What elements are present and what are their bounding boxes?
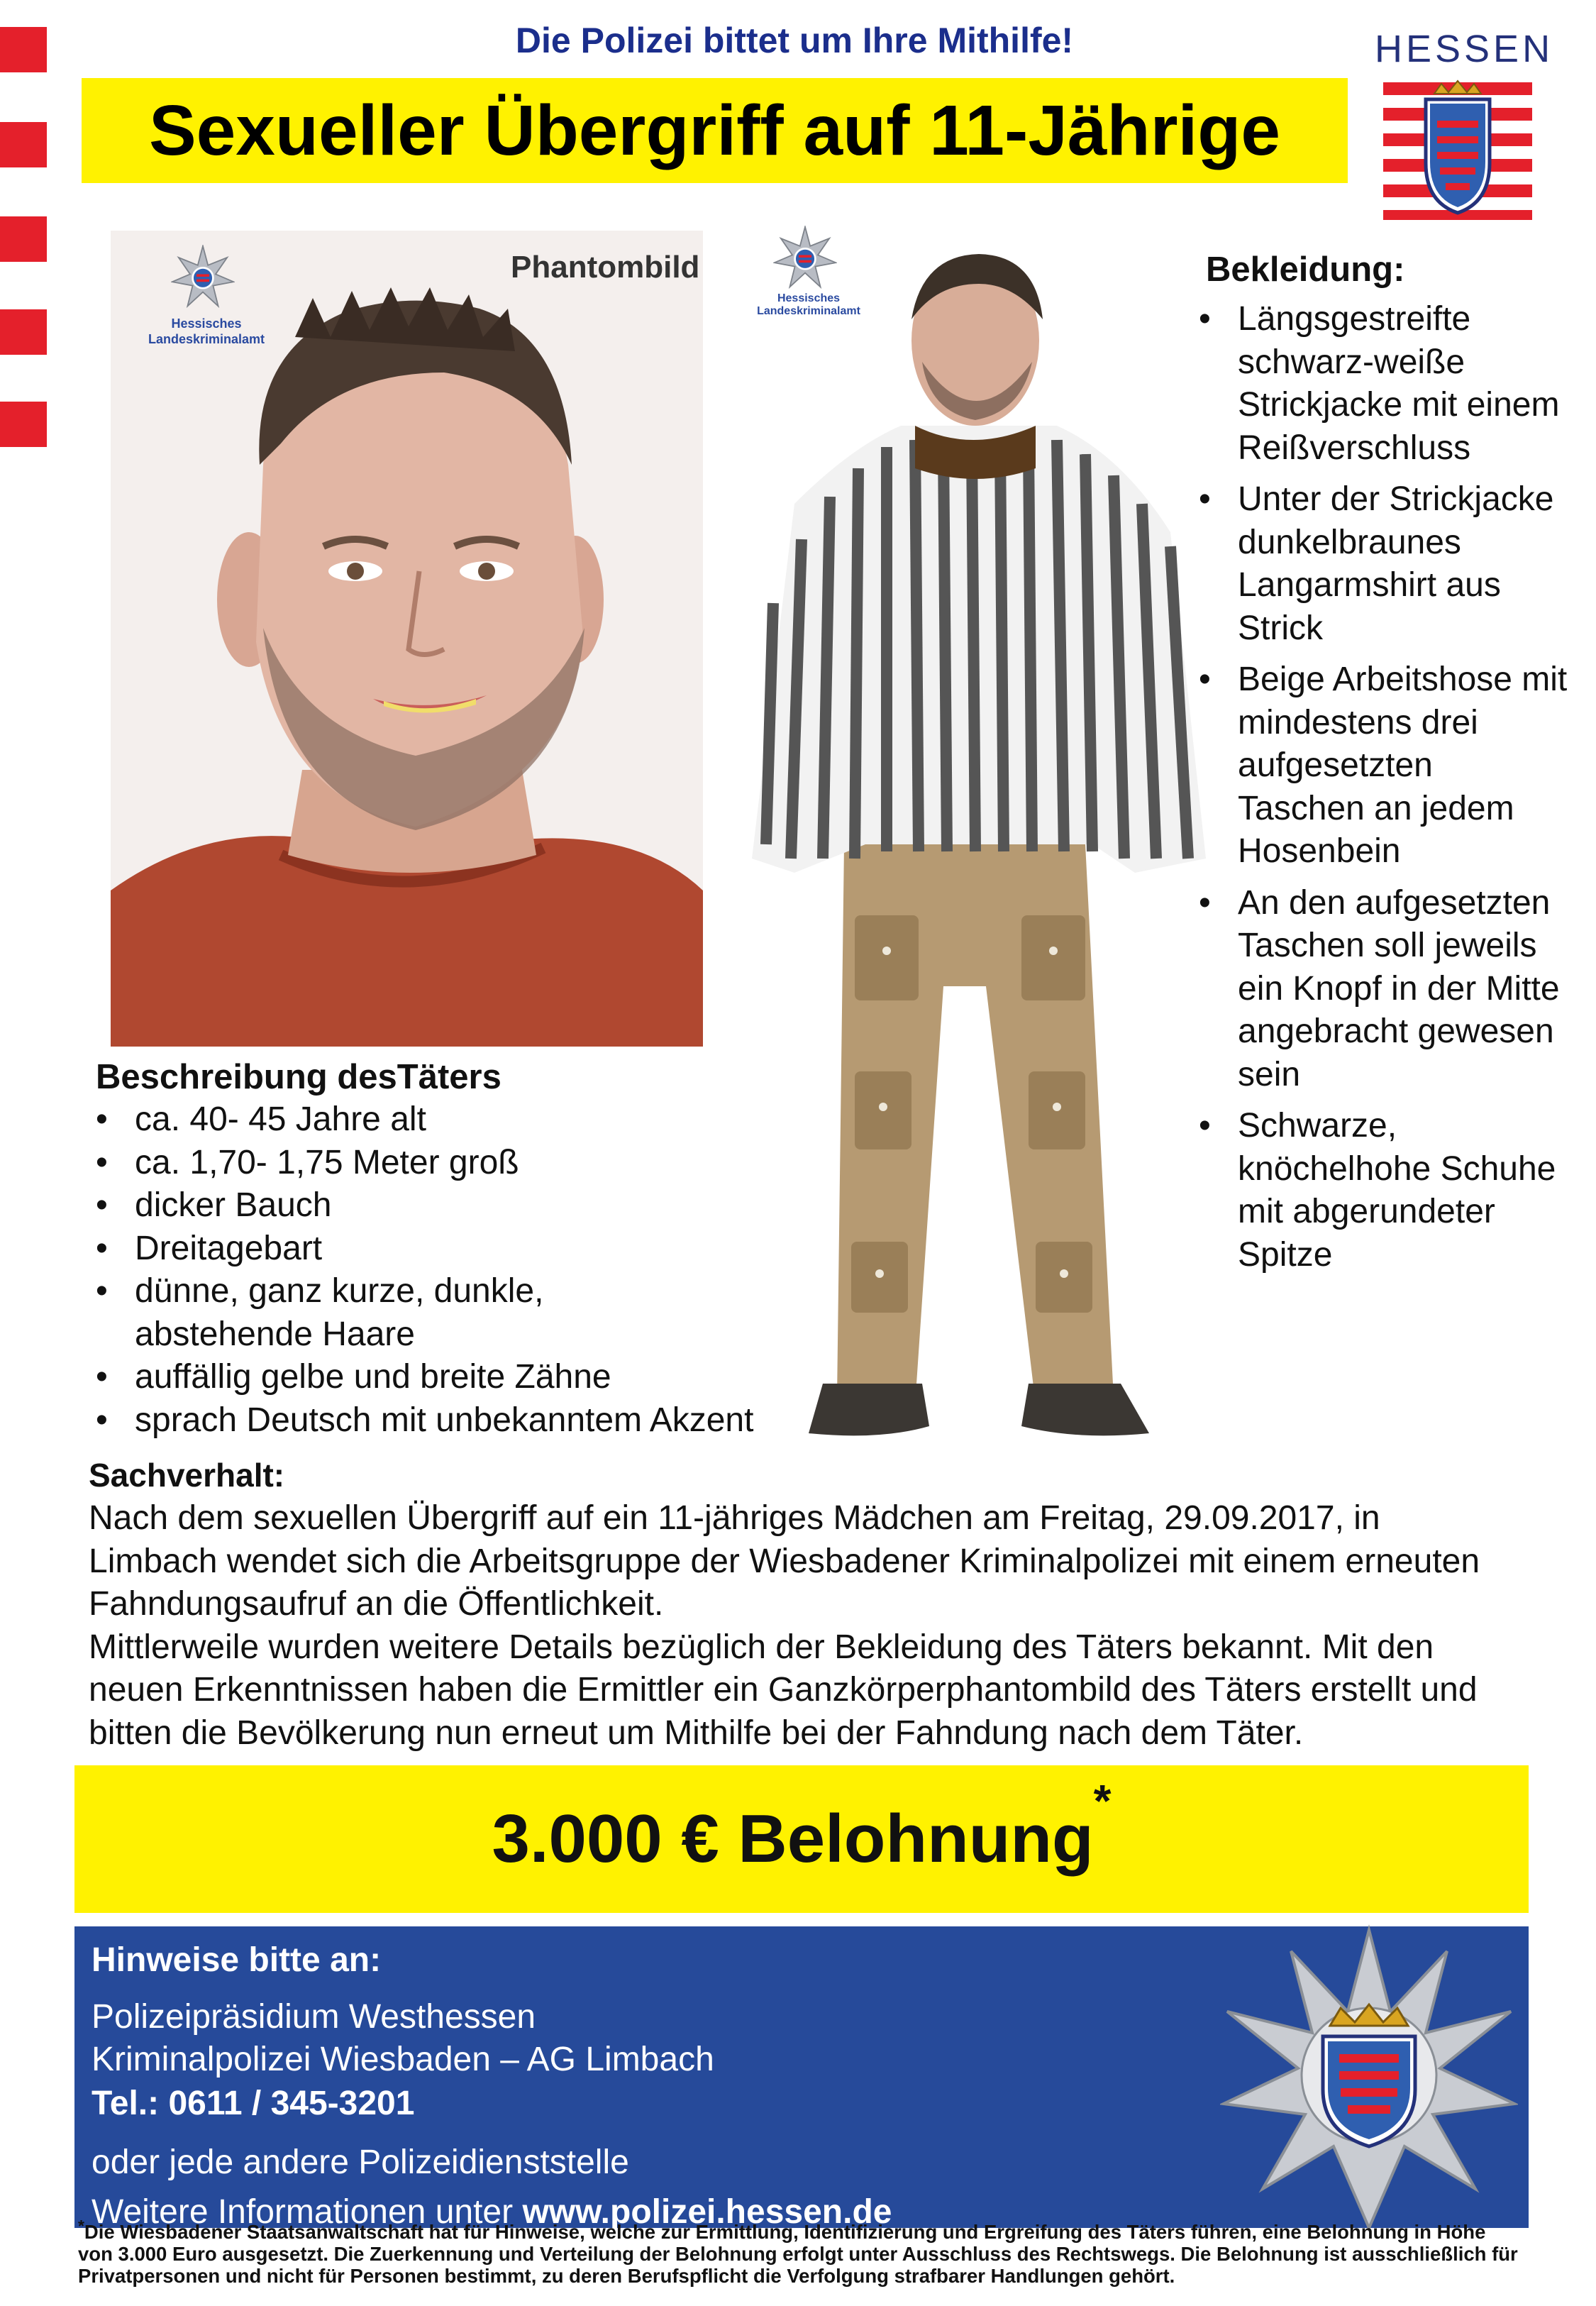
list-item: • Dreitagebart: [96, 1228, 805, 1271]
list-item: • Längsgestreifte schwarz-weiße Strickjacke mit einem Reißverschluss: [1199, 298, 1568, 470]
phantom-portrait: [111, 231, 703, 1047]
list-item: • Schwarze, knöchelhohe Schuhe mit abgerundeter Spitze: [1199, 1105, 1568, 1276]
hessen-coat-of-arms-icon: [1383, 78, 1532, 220]
reward-text: 3.000 € Belohnung: [492, 1801, 1094, 1877]
list-item: • ca. 40- 45 Jahre alt: [96, 1098, 805, 1142]
title-banner: [82, 78, 1348, 183]
description-title: Beschreibung desTäters: [96, 1058, 501, 1096]
list-item: • Unter der Strickjacke dunkelbraunes Langarmshirt aus Strick: [1199, 478, 1568, 650]
facts-body: [89, 1497, 1507, 1755]
lka-caption: [738, 292, 880, 318]
facts-paragraph: Mittlerweile wurden weitere Details bezüglich der Bekleidung des Täters bekannt. Mit den neuen Erkenntnissen haben die Ermittler ein Ganzkörperphantombild des Täters erstellt und bitten die Bevölkerung nun erneut um Mithilfe bei der Fahndung nach dem Täter.: [89, 1628, 1478, 1752]
list-item: • An den aufgesetzten Taschen soll jeweils ein Knopf in der Mitte angebracht gewesen sein: [1199, 882, 1568, 1097]
contact-heading: Hinweise bitte an:: [92, 1941, 382, 1979]
full-body-phantom-figure: [752, 234, 1206, 1455]
list-item: • ca. 1,70- 1,75 Meter groß: [96, 1142, 805, 1185]
police-star-icon: [171, 245, 235, 309]
footnote-marker: *: [78, 2217, 84, 2235]
clothing-title: Bekleidung:: [1206, 250, 1405, 289]
page-title: Sexueller Übergriff auf 11-Jährige: [148, 91, 1281, 170]
lka-caption-line2: Landeskriminalamt: [757, 305, 860, 317]
police-star-icon: [773, 226, 837, 289]
lka-caption-line2: Landeskriminalamt: [148, 332, 265, 346]
police-star-icon: [1220, 1909, 1518, 2242]
list-item: • sprach Deutsch mit unbekanntem Akzent: [96, 1399, 805, 1442]
lka-caption: [125, 316, 288, 347]
list-item: • Beige Arbeitshose mit mindestens drei aufgesetzten Taschen an jedem Hosenbein: [1199, 658, 1568, 873]
red-edge-marker: [0, 402, 47, 447]
reward-footnote-marker: *: [1093, 1775, 1112, 1826]
contact-alternative: oder jede andere Polizeidienststelle: [92, 2144, 629, 2181]
hessen-logo-text: HESSEN: [1375, 28, 1554, 70]
footnote-text: Die Wiesbadener Staatsanwaltschaft hat für Hinweise, welche zur Ermittlung, Identifizierung und Ergreifung des Täters führen, eine Belohnung in Höhe von 3.000 Euro ausgesetzt. Die Zuerkennung und Verteilung der Belohnung erfolgt unter Ausschluss des Rechtswegs. Die Belohnung ist ausschließlich für Privatpersonen und nicht für Personen bestimmt, zu deren Berufspflicht die Verfolgung strafbarer Handlungen gehört.: [78, 2221, 1518, 2288]
more-info-prefix: Weitere Informationen unter: [92, 2193, 523, 2231]
list-item: • dicker Bauch: [96, 1184, 805, 1228]
contact-org1: Polizeipräsidium Westhessen: [92, 1998, 536, 2036]
lka-caption-line1: Hessisches: [777, 292, 841, 304]
red-edge-marker: [0, 122, 47, 167]
contact-org2: Kriminalpolizei Wiesbaden – AG Limbach: [92, 2041, 714, 2078]
red-edge-marker: [0, 27, 47, 72]
description-list: [96, 1098, 805, 1442]
red-edge-marker: [0, 309, 47, 355]
facts-title: Sachverhalt:: [89, 1457, 285, 1494]
contact-phone: Tel.: 0611 / 345-3201: [92, 2085, 415, 2122]
reward-banner: [74, 1765, 1529, 1913]
appeal-line: Die Polizei bittet um Ihre Mithilfe!: [515, 21, 1074, 60]
red-edge-marker: [0, 216, 47, 262]
facts-paragraph: Nach dem sexuellen Übergriff auf ein 11-jähriges Mädchen am Freitag, 29.09.2017, in Limbach wendet sich die Arbeitsgruppe der Wiesbadener Kriminalpolizei mit einem erneuten Fahndungsaufruf an die Öffentlichkeit.: [89, 1499, 1480, 1623]
list-item: • auffällig gelbe und breite Zähne: [96, 1356, 805, 1399]
phantom-label: Phantombild: [511, 250, 700, 285]
clothing-list: [1199, 298, 1568, 1285]
list-item: • dünne, ganz kurze, dunkle, abstehende Haare: [96, 1270, 560, 1356]
lka-caption-line1: Hessisches: [171, 316, 242, 331]
reward-footnote: [78, 2215, 1518, 2287]
police-website-link[interactable]: www.polizei.hessen.de: [522, 2193, 892, 2231]
